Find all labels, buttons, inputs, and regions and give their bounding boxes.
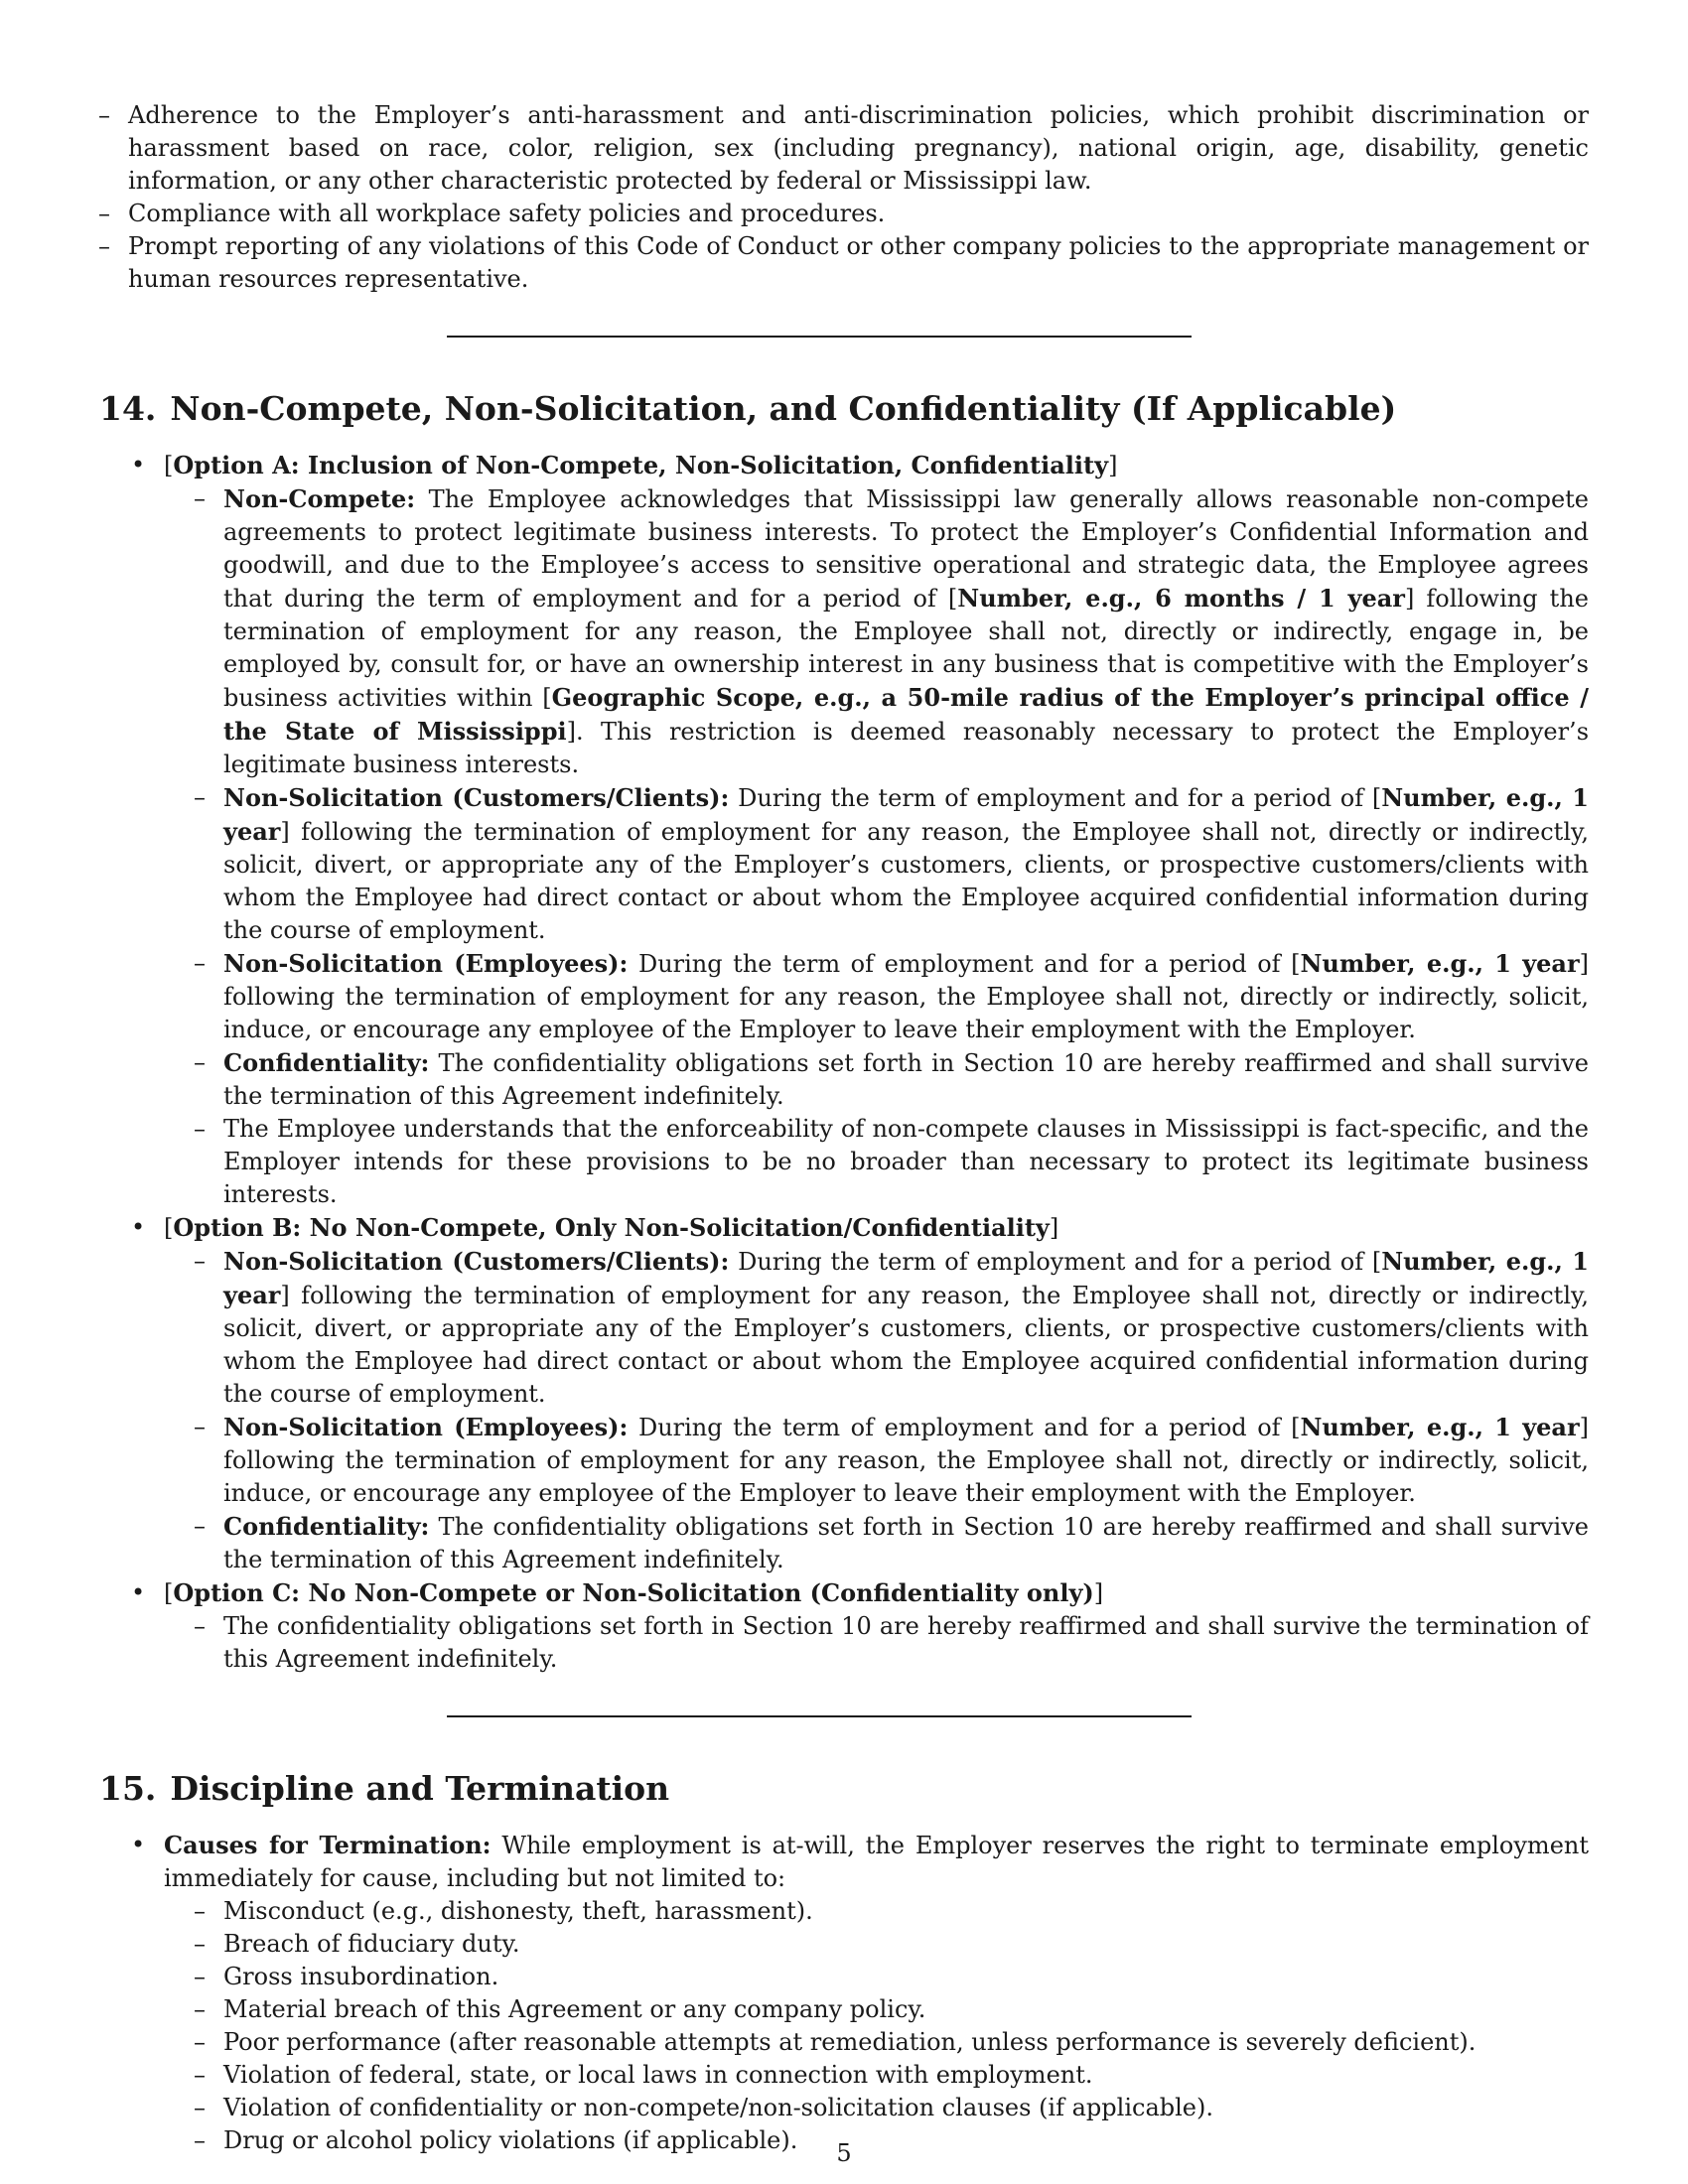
- list-item: – Breach of fiduciary duty.: [164, 1928, 1589, 1961]
- confidentiality-clause: – Confidentiality: The confidentiality obligations set forth in Section 10 are hereby reaffirmed and shall survive the termination of this Agreement indefinitely.: [164, 1510, 1589, 1576]
- causes-for-termination: • Causes for Termination: While employment is at-will, the Employer reserves the right to terminate employment immediately for cause, including but not limited to: – Misconduct (e.g., dishonesty, theft, harassment). – Breach of fiduciary duty. – Gross insubordination. – Material breach of this Agreement or any company policy. – Poor performance (after reasonable attempts at remediation, unless performance is severely deficient). – Violation of federal, state, or local laws in connection with employment. – Violation of confidentiality or non-compete/non-solicitation clauses (if applicable). – Drug or alcohol policy violations (if applicable).: [95, 1829, 1589, 2157]
- section-14-options: [95, 449, 1589, 1676]
- page-number: 5: [836, 2139, 852, 2167]
- nonsolicit-customers-clause: – Non-Solicitation (Customers/Clients): During the term of employment and for a period of [Number, e.g., 1 year] following the termination of employment for any reason, the Employee shall not, directly or indirectly, solicit, divert, or appropriate any of the Employer’s customers, clients, or prospective customers/clients with whom the Employee had direct contact or about whom the Employee acquired confidential information during the course of employment.: [164, 1245, 1589, 1411]
- section-number: 15.: [99, 1769, 157, 1808]
- section-number: 14.: [99, 389, 157, 428]
- list-item: – Adherence to the Employer’s anti-harassment and anti-discrimination policies, which prohibit discrimination or harassment based on race, color, religion, sex (including pregnancy), national origin, age, disability, genetic information, or any other characteristic protected by federal or Mississippi law.: [0, 99, 1589, 198]
- list-item: – Drug or alcohol policy violations (if applicable).: [164, 2124, 1589, 2157]
- noncompete-clause: – Non-Compete: The Employee acknowledges that Mississippi law generally allows reasonable non-compete agreements to protect legitimate business interests. To protect the Employer’s Confidential Information and goodwill, and due to the Employee’s access to sensitive operational and strategic data, the Employee agrees that during the term of employment and for a period of [Number, e.g., 6 months / 1 year] following the termination of employment for any reason, the Employee shall not, directly or indirectly, engage in, be employed by, consult for, or have an ownership interest in any business that is competitive with the Employer’s business activities within [Geographic Scope, e.g., a 50-mile radius of the Employer’s principal office / the State of Mississippi]. This restriction is deemed reasonably necessary to protect the Employer’s legitimate business interests.: [164, 482, 1589, 781]
- section-15-heading: [99, 1769, 1589, 1809]
- list-item: – Material breach of this Agreement or any company policy.: [164, 1993, 1589, 2026]
- option-a: • [Option A: Inclusion of Non-Compete, Non-Solicitation, Confidentiality] – Non-Compete: The Employee acknowledges that Mississippi law generally allows reasonable non-compete agreements to protect legitimate business interests. To protect the Employer’s Confidential Information and goodwill, and due to the Employee’s access to sensitive operational and strategic data, the Employee agrees that during the term of employment and for a period of [Number, e.g., 6 months / 1 year] following the termination of employment for any reason, the Employee shall not, directly or indirectly, engage in, be employed by, consult for, or have an ownership interest in any business that is competitive with the Employer’s business activities within [Geographic Scope, e.g., a 50-mile radius of the Employer’s principal office / the State of Mississippi]. This restriction is deemed reasonably necessary to protect the Employer’s legitimate business interests. – Non-Solicitation (Customers/Clients): During the term of employment and for a period of [Number, e.g., 1 year] following the termination of employment for any reason, the Employee shall not, directly or indirectly, solicit, divert, or appropriate any of the Employer’s customers, clients, or prospective customers/clients with whom the Employee had direct contact or about whom the Employee acquired confidential information during the course of employment. – Non-Solicitation (Employees): During the term of employment and for a period of [Number, e.g., 1 year] following the termination of employment for any reason, the Employee shall not, directly or indirectly, solicit, induce, or encourage any employee of the Employer to leave their employment with the Employer. – Confidentiality: The confidentiality obligations set forth in Section 10 are hereby reaffirmed and shall survive the termination of this Agreement indefinitely. – The Employee understands that the enforceability of non-compete clauses in Mississippi is fact-specific, and the Employer intends for these provisions to be no broader than necessary to protect its legitimate business interests.: [95, 449, 1589, 1211]
- termination-causes: [164, 1895, 1589, 2157]
- list-item: – Violation of federal, state, or local laws in connection with employment.: [164, 2059, 1589, 2092]
- confidentiality-clause: – Confidentiality: The confidentiality obligations set forth in Section 10 are hereby reaffirmed and shall survive the termination of this Agreement indefinitely.: [164, 1046, 1589, 1113]
- list-item: – Misconduct (e.g., dishonesty, theft, harassment).: [164, 1895, 1589, 1928]
- option-a-label: Option A: Inclusion of Non-Compete, Non-Solicitation, Confidentiality: [173, 451, 1109, 479]
- option-b-clauses: [164, 1245, 1589, 1576]
- list-item: – Violation of confidentiality or non-compete/non-solicitation clauses (if applicable).: [164, 2092, 1589, 2124]
- nonsolicit-customers-clause: – Non-Solicitation (Customers/Clients): During the term of employment and for a period of [Number, e.g., 1 year] following the termination of employment for any reason, the Employee shall not, directly or indirectly, solicit, divert, or appropriate any of the Employer’s customers, clients, or prospective customers/clients with whom the Employee had direct contact or about whom the Employee acquired confidential information during the course of employment.: [164, 781, 1589, 947]
- option-c-label: Option C: No Non-Compete or Non-Solicitation (Confidentiality only): [173, 1578, 1094, 1607]
- nonsolicit-employees-clause: – Non-Solicitation (Employees): During the term of employment and for a period of [Number, e.g., 1 year] following the termination of employment for any reason, the Employee shall not, directly or indirectly, solicit, induce, or encourage any employee of the Employer to leave their employment with the Employer.: [164, 947, 1589, 1046]
- option-b: • [Option B: No Non-Compete, Only Non-Solicitation/Confidentiality] – Non-Solicitation (Customers/Clients): During the term of employment and for a period of [Number, e.g., 1 year] following the termination of employment for any reason, the Employee shall not, directly or indirectly, solicit, divert, or appropriate any of the Employer’s customers, clients, or prospective customers/clients with whom the Employee had direct contact or about whom the Employee acquired confidential information during the course of employment. – Non-Solicitation (Employees): During the term of employment and for a period of [Number, e.g., 1 year] following the termination of employment for any reason, the Employee shall not, directly or indirectly, solicit, induce, or encourage any employee of the Employer to leave their employment with the Employer. – Confidentiality: The confidentiality obligations set forth in Section 10 are hereby reaffirmed and shall survive the termination of this Agreement indefinitely.: [95, 1211, 1589, 1576]
- section-divider: [447, 1715, 1192, 1717]
- section-14-heading: [99, 389, 1589, 429]
- list-item: – Gross insubordination.: [164, 1961, 1589, 1993]
- section-divider: [447, 336, 1192, 338]
- section-title: Discipline and Termination: [170, 1769, 670, 1808]
- option-c-clauses: [164, 1610, 1589, 1676]
- enforceability-note: – The Employee understands that the enforceability of non-compete clauses in Mississippi is fact-specific, and the Employer intends for these provisions to be no broader than necessary to protect its legitimate business interests.: [164, 1113, 1589, 1211]
- nonsolicit-employees-clause: – Non-Solicitation (Employees): During the term of employment and for a period of [Number, e.g., 1 year] following the termination of employment for any reason, the Employee shall not, directly or indirectly, solicit, induce, or encourage any employee of the Employer to leave their employment with the Employer.: [164, 1411, 1589, 1510]
- list-item: – Compliance with all workplace safety policies and procedures.: [0, 198, 1589, 230]
- list-item: – Poor performance (after reasonable attempts at remediation, unless performance is severely deficient).: [164, 2026, 1589, 2059]
- list-item: – Prompt reporting of any violations of this Code of Conduct or other company policies to the appropriate management or human resources representative.: [0, 230, 1589, 296]
- section-title: Non-Compete, Non-Solicitation, and Confidentiality (If Applicable): [170, 389, 1397, 428]
- option-c: • [Option C: No Non-Compete or Non-Solicitation (Confidentiality only)] – The confidentiality obligations set forth in Section 10 are hereby reaffirmed and shall survive the termination of this Agreement indefinitely.: [95, 1576, 1589, 1676]
- confidentiality-clause: – The confidentiality obligations set forth in Section 10 are hereby reaffirmed and shall survive the termination of this Agreement indefinitely.: [164, 1610, 1589, 1676]
- page-content: [99, 99, 1589, 2157]
- option-b-label: Option B: No Non-Compete, Only Non-Solicitation/Confidentiality: [173, 1213, 1050, 1242]
- code-of-conduct-list-continued: [0, 99, 1589, 296]
- option-a-clauses: [164, 482, 1589, 1211]
- section-15-list: [95, 1829, 1589, 2157]
